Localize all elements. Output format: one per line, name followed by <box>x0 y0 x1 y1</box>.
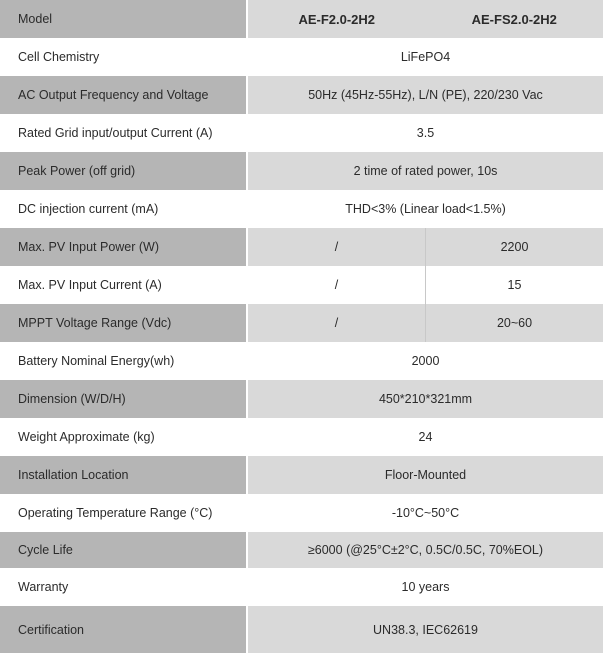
row-value-model-1: / <box>248 304 426 342</box>
row-label: MPPT Voltage Range (Vdc) <box>0 304 248 342</box>
row-label: AC Output Frequency and Voltage <box>0 76 248 114</box>
row-label: Battery Nominal Energy(wh) <box>0 342 248 380</box>
header-model-2: AE-FS2.0-2H2 <box>471 11 557 27</box>
row-value-area <box>248 418 603 456</box>
header-model-1: AE-F2.0-2H2 <box>298 11 376 27</box>
row-value: 24 <box>418 430 433 444</box>
header-label: Model <box>0 0 248 38</box>
row-value-area <box>248 606 603 653</box>
table-row <box>0 380 603 418</box>
row-value-area <box>248 76 603 114</box>
row-value: 50Hz (45Hz-55Hz), L/N (PE), 220/230 Vac <box>308 88 543 102</box>
row-label: Cell Chemistry <box>0 38 248 76</box>
table-row <box>0 456 603 494</box>
row-value: LiFePO4 <box>400 50 451 64</box>
row-label: Installation Location <box>0 456 248 494</box>
row-value-area <box>248 152 603 190</box>
table-row <box>0 304 603 342</box>
row-value-area <box>248 114 603 152</box>
row-label: Rated Grid input/output Current (A) <box>0 114 248 152</box>
row-value-area <box>248 266 603 304</box>
row-value: ≥6000 (@25°C±2°C, 0.5C/0.5C, 70%EOL) <box>307 543 544 557</box>
row-label: Certification <box>0 606 248 653</box>
table-header-row <box>0 0 603 38</box>
table-row <box>0 76 603 114</box>
table-row <box>0 266 603 304</box>
table-row <box>0 38 603 76</box>
row-label: Cycle Life <box>0 532 248 568</box>
table-row <box>0 568 603 606</box>
row-value: 10 years <box>401 580 450 594</box>
row-label: Operating Temperature Range (°C) <box>0 494 248 532</box>
row-value-area <box>248 568 603 606</box>
row-value-area <box>248 494 603 532</box>
row-value-model-1: / <box>248 266 426 304</box>
table-row <box>0 606 603 653</box>
row-value-area <box>248 532 603 568</box>
row-value-area <box>248 190 603 228</box>
table-row <box>0 342 603 380</box>
row-value-model-2: 15 <box>507 278 522 292</box>
row-value: 3.5 <box>416 126 435 140</box>
row-label: DC injection current (mA) <box>0 190 248 228</box>
row-value: -10°C~50°C <box>391 506 460 520</box>
row-value-area <box>248 38 603 76</box>
row-value-model-2: 2200 <box>500 240 529 254</box>
row-value-area <box>248 380 603 418</box>
row-value-area <box>248 304 603 342</box>
row-value: 2 time of rated power, 10s <box>353 164 498 178</box>
row-value-model-2: 20~60 <box>496 316 533 330</box>
row-value: 2000 <box>411 354 440 368</box>
row-value: 450*210*321mm <box>378 392 473 406</box>
table-row <box>0 494 603 532</box>
header-values <box>248 0 603 38</box>
row-value-model-1: / <box>248 228 426 266</box>
table-row <box>0 228 603 266</box>
row-label: Weight Approximate (kg) <box>0 418 248 456</box>
row-value-area <box>248 456 603 494</box>
row-value-area <box>248 228 603 266</box>
row-value: UN38.3, IEC62619 <box>373 622 478 637</box>
row-value-area <box>248 342 603 380</box>
row-label: Peak Power (off grid) <box>0 152 248 190</box>
row-label: Warranty <box>0 568 248 606</box>
row-value: THD<3% (Linear load<1.5%) <box>345 202 506 216</box>
table-row <box>0 532 603 568</box>
row-label: Max. PV Input Power (W) <box>0 228 248 266</box>
table-row <box>0 152 603 190</box>
row-label: Dimension (W/D/H) <box>0 380 248 418</box>
row-label: Max. PV Input Current (A) <box>0 266 248 304</box>
table-row <box>0 418 603 456</box>
table-row <box>0 190 603 228</box>
row-value: Floor-Mounted <box>384 468 467 482</box>
table-row <box>0 114 603 152</box>
